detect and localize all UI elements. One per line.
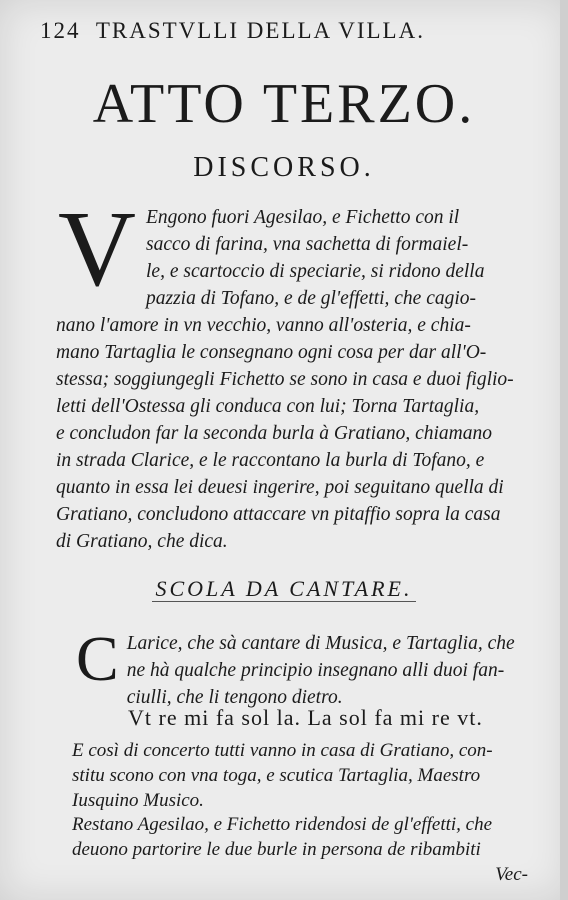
text-line: Gratiano, concludono attaccare vn pitaffio sopra la casa [56,504,501,525]
text-line: Larice, che sà cantare di Musica, e Tartaglia, che [126,633,515,654]
text-line: stessa; soggiungegli Fichetto se sono in casa e duoi figlio- [56,369,514,390]
running-header [40,18,520,44]
text-line: ne hà qualche principio insegnano alli duoi fan- [126,660,505,681]
text-line: e concludon far la seconda burla à Gratiano, chiamano [56,423,492,444]
text-line: Restano Agesilao, e Fichetto ridendosi de gl'effetti, che [72,814,493,835]
text-line: E così di concerto tutti vanno in casa di Gratiano, con- [72,740,493,761]
page-number: 124 [40,18,81,43]
text-line: Iusquino Musico. [72,790,204,811]
discorso-paragraph [56,190,542,555]
drop-cap-v: V [58,190,136,309]
text-line: deuono partorire le due burle in persona de ribambiti [72,839,481,860]
catchword: Vec- [495,864,528,885]
drop-cap-c: C [76,623,119,694]
page-edge [560,0,568,900]
act-title: ATTO TERZO. [92,73,476,135]
text-line: sacco di farina, vna sachetta di formaiel- [146,234,469,255]
section-title: SCOLA DA CANTARE. [152,576,417,602]
text-line: di Gratiano, che dica. [56,531,228,552]
solfa-line: Vt re mi fa sol la. La sol fa mi re vt. [128,705,483,730]
section-heading-scola [0,576,568,602]
concerto-paragraph [72,738,548,813]
text-line: quanto in essa lei deuesi ingerire, poi seguitano quella di [56,477,504,498]
scola-paragraph [76,623,546,711]
section-heading-discorso: DISCORSO. [193,152,375,183]
text-line: letti dell'Ostessa gli conduca con lui; Torna Tartaglia, [56,396,480,417]
running-title: TRASTVLLI DELLA VILLA. [95,18,425,43]
text-line: nano l'amore in vn vecchio, vanno all'osteria, e chia- [56,315,471,336]
text-line: pazzia di Tofano, e de gl'effetti, che cagio- [146,288,477,309]
text-line: stitu scono con vna toga, e scutica Tartaglia, Maestro [72,765,481,786]
text-line: mano Tartaglia le consegnano ogni cosa per dar all'O- [56,342,487,363]
text-line: ciulli, che li tengono dietro. [126,687,343,708]
text-line: in strada Clarice, e le raccontano la burla di Tofano, e [56,450,485,471]
restano-paragraph [72,812,548,862]
text-line: le, e scartoccio di speciarie, si ridono della [146,261,485,282]
text-line: Engono fuori Agesilao, e Fichetto con il [146,207,460,228]
